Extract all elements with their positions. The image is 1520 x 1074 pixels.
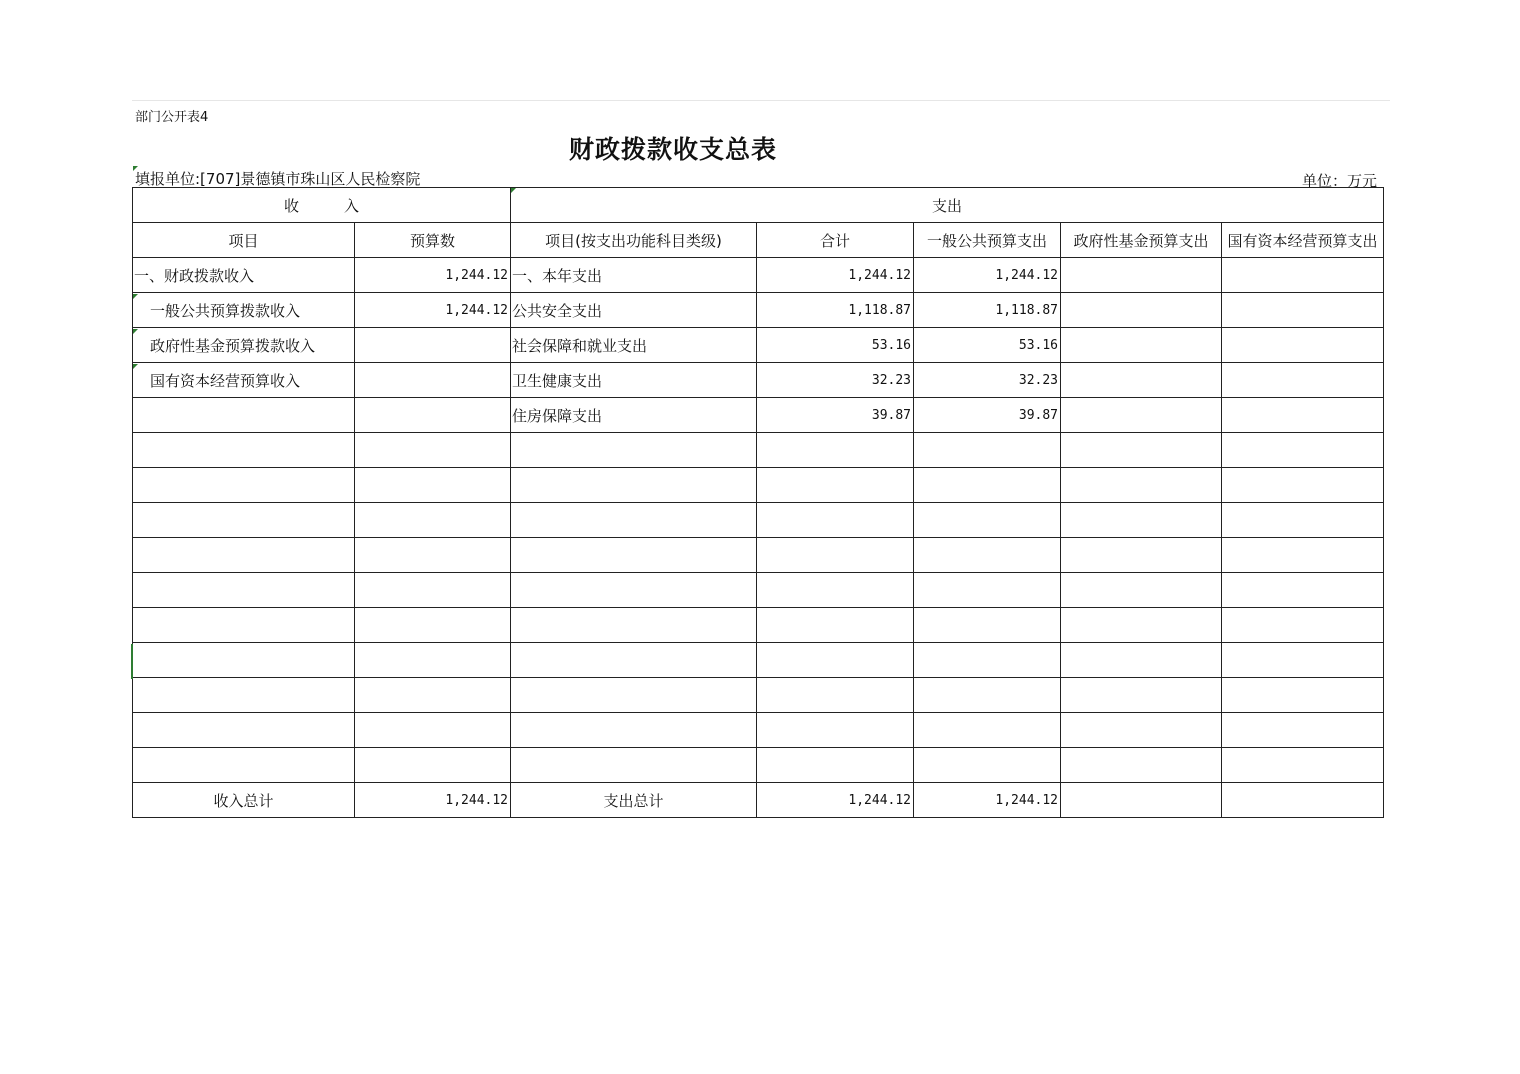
empty-row bbox=[133, 643, 1384, 678]
empty-cell[interactable] bbox=[1222, 643, 1384, 678]
empty-cell[interactable] bbox=[1222, 713, 1384, 748]
empty-row bbox=[133, 538, 1384, 573]
expense-total-label[interactable]: 支出总计 bbox=[511, 783, 757, 818]
general-budget-cell[interactable]: 1,244.12 bbox=[914, 258, 1061, 293]
col-header-budget: 预算数 bbox=[355, 223, 511, 258]
empty-cell[interactable] bbox=[757, 538, 914, 573]
table-row bbox=[133, 328, 1384, 363]
empty-cell[interactable] bbox=[1061, 538, 1222, 573]
empty-row bbox=[133, 433, 1384, 468]
total-cell[interactable]: 1,118.87 bbox=[757, 293, 914, 328]
general-budget-sum-cell[interactable]: 1,244.12 bbox=[914, 783, 1061, 818]
empty-cell[interactable] bbox=[355, 678, 511, 713]
general-budget-cell[interactable]: 1,118.87 bbox=[914, 293, 1061, 328]
empty-cell[interactable] bbox=[511, 538, 757, 573]
empty-cell[interactable] bbox=[914, 433, 1061, 468]
empty-cell[interactable] bbox=[1222, 538, 1384, 573]
income-group-header: 收 入 bbox=[133, 188, 511, 223]
empty-cell[interactable] bbox=[1222, 573, 1384, 608]
empty-cell[interactable] bbox=[133, 643, 355, 678]
state-capital-cell[interactable] bbox=[1222, 293, 1384, 328]
empty-cell[interactable] bbox=[355, 748, 511, 783]
empty-cell[interactable] bbox=[1061, 573, 1222, 608]
col-header-state-capital: 国有资本经营预算支出 bbox=[1222, 223, 1384, 258]
total-cell[interactable]: 32.23 bbox=[757, 363, 914, 398]
expense-item-cell[interactable]: 住房保障支出 bbox=[511, 398, 757, 433]
table-row bbox=[133, 398, 1384, 433]
totals-row bbox=[133, 783, 1384, 818]
comment-marker-icon bbox=[511, 188, 516, 193]
state-capital-cell[interactable] bbox=[1222, 363, 1384, 398]
state-capital-cell[interactable] bbox=[1222, 328, 1384, 363]
income-value-cell[interactable] bbox=[355, 363, 511, 398]
expense-item-cell[interactable]: 公共安全支出 bbox=[511, 293, 757, 328]
empty-cell[interactable] bbox=[757, 713, 914, 748]
empty-cell[interactable] bbox=[1061, 678, 1222, 713]
empty-cell[interactable] bbox=[757, 503, 914, 538]
table-row bbox=[133, 258, 1384, 293]
empty-cell[interactable] bbox=[757, 433, 914, 468]
empty-cell[interactable] bbox=[511, 713, 757, 748]
general-budget-cell[interactable]: 53.16 bbox=[914, 328, 1061, 363]
empty-cell[interactable] bbox=[511, 678, 757, 713]
empty-cell[interactable] bbox=[1061, 468, 1222, 503]
empty-cell[interactable] bbox=[133, 433, 355, 468]
empty-cell[interactable] bbox=[355, 433, 511, 468]
empty-cell[interactable] bbox=[757, 573, 914, 608]
empty-cell[interactable] bbox=[355, 538, 511, 573]
income-value-cell[interactable]: 1,244.12 bbox=[355, 293, 511, 328]
income-value-cell[interactable]: 1,244.12 bbox=[355, 258, 511, 293]
empty-cell[interactable] bbox=[355, 503, 511, 538]
empty-cell[interactable] bbox=[355, 643, 511, 678]
income-item-cell[interactable] bbox=[133, 398, 355, 433]
page-title: 财政拨款收支总表 bbox=[569, 135, 778, 164]
total-cell[interactable]: 1,244.12 bbox=[757, 258, 914, 293]
empty-cell[interactable] bbox=[914, 643, 1061, 678]
empty-cell[interactable] bbox=[914, 573, 1061, 608]
income-item-cell[interactable]: 政府性基金预算拨款收入 bbox=[133, 328, 355, 363]
empty-row bbox=[133, 678, 1384, 713]
gov-fund-cell[interactable] bbox=[1061, 363, 1222, 398]
expense-item-cell[interactable]: 卫生健康支出 bbox=[511, 363, 757, 398]
gov-fund-cell[interactable] bbox=[1061, 398, 1222, 433]
empty-cell[interactable] bbox=[757, 468, 914, 503]
income-value-cell[interactable] bbox=[355, 398, 511, 433]
expense-group-header: 支出 bbox=[511, 188, 1384, 223]
empty-cell[interactable] bbox=[914, 713, 1061, 748]
empty-cell[interactable] bbox=[133, 678, 355, 713]
general-budget-cell[interactable]: 32.23 bbox=[914, 363, 1061, 398]
empty-cell[interactable] bbox=[511, 433, 757, 468]
budget-summary-table bbox=[132, 187, 1384, 818]
filling-unit: 填报单位:[707]景德镇市珠山区人民检察院 bbox=[135, 170, 421, 188]
empty-cell[interactable] bbox=[355, 468, 511, 503]
empty-cell[interactable] bbox=[355, 573, 511, 608]
empty-cell[interactable] bbox=[757, 748, 914, 783]
empty-cell[interactable] bbox=[355, 608, 511, 643]
empty-cell[interactable] bbox=[1222, 468, 1384, 503]
cell-selection-marker bbox=[131, 644, 133, 679]
income-value-cell[interactable] bbox=[355, 328, 511, 363]
empty-row bbox=[133, 608, 1384, 643]
empty-cell[interactable] bbox=[757, 608, 914, 643]
empty-cell[interactable] bbox=[914, 468, 1061, 503]
income-item-cell[interactable]: 一、财政拨款收入 bbox=[133, 258, 355, 293]
header-row-columns bbox=[133, 223, 1384, 258]
total-sum-cell[interactable]: 1,244.12 bbox=[757, 783, 914, 818]
empty-cell[interactable] bbox=[511, 748, 757, 783]
empty-row bbox=[133, 573, 1384, 608]
empty-cell[interactable] bbox=[133, 713, 355, 748]
gov-fund-sum-cell[interactable] bbox=[1061, 783, 1222, 818]
gov-fund-cell[interactable] bbox=[1061, 258, 1222, 293]
empty-cell[interactable] bbox=[133, 503, 355, 538]
empty-cell[interactable] bbox=[133, 748, 355, 783]
empty-cell[interactable] bbox=[914, 748, 1061, 783]
empty-cell[interactable] bbox=[914, 503, 1061, 538]
income-item-cell[interactable]: 一般公共预算拨款收入 bbox=[133, 293, 355, 328]
empty-cell[interactable] bbox=[511, 643, 757, 678]
empty-cell[interactable] bbox=[511, 573, 757, 608]
state-capital-sum-cell[interactable] bbox=[1222, 783, 1384, 818]
empty-cell[interactable] bbox=[1061, 713, 1222, 748]
comment-marker-icon bbox=[133, 294, 138, 299]
empty-row bbox=[133, 713, 1384, 748]
gov-fund-cell[interactable] bbox=[1061, 328, 1222, 363]
col-header-general-budget: 一般公共预算支出 bbox=[914, 223, 1061, 258]
empty-cell[interactable] bbox=[757, 643, 914, 678]
empty-cell[interactable] bbox=[1061, 608, 1222, 643]
income-item-cell[interactable]: 国有资本经营预算收入 bbox=[133, 363, 355, 398]
empty-cell[interactable] bbox=[1222, 678, 1384, 713]
col-header-expense-item: 项目(按支出功能科目类级) bbox=[511, 223, 757, 258]
table-number: 部门公开表4 bbox=[135, 110, 209, 125]
empty-cell[interactable] bbox=[355, 713, 511, 748]
empty-cell[interactable] bbox=[1061, 643, 1222, 678]
col-header-item: 项目 bbox=[133, 223, 355, 258]
empty-cell[interactable] bbox=[133, 608, 355, 643]
empty-cell[interactable] bbox=[1061, 503, 1222, 538]
empty-cell[interactable] bbox=[511, 468, 757, 503]
expense-item-cell[interactable]: 社会保障和就业支出 bbox=[511, 328, 757, 363]
empty-cell[interactable] bbox=[133, 468, 355, 503]
empty-cell[interactable] bbox=[1222, 748, 1384, 783]
expense-item-cell[interactable]: 一、本年支出 bbox=[511, 258, 757, 293]
empty-cell[interactable] bbox=[1061, 748, 1222, 783]
empty-cell[interactable] bbox=[133, 573, 355, 608]
empty-cell[interactable] bbox=[511, 503, 757, 538]
empty-cell[interactable] bbox=[133, 538, 355, 573]
comment-marker-icon bbox=[133, 329, 138, 334]
empty-cell[interactable] bbox=[914, 678, 1061, 713]
total-cell[interactable]: 39.87 bbox=[757, 398, 914, 433]
general-budget-cell[interactable]: 39.87 bbox=[914, 398, 1061, 433]
table-row bbox=[133, 363, 1384, 398]
empty-cell[interactable] bbox=[1222, 608, 1384, 643]
comment-marker-icon bbox=[133, 364, 138, 369]
empty-row bbox=[133, 748, 1384, 783]
empty-cell[interactable] bbox=[1061, 433, 1222, 468]
currency-unit: 单位：万元 bbox=[1302, 172, 1378, 190]
col-header-gov-fund: 政府性基金预算支出 bbox=[1061, 223, 1222, 258]
gov-fund-cell[interactable] bbox=[1061, 293, 1222, 328]
state-capital-cell[interactable] bbox=[1222, 258, 1384, 293]
state-capital-cell[interactable] bbox=[1222, 398, 1384, 433]
comment-marker-icon bbox=[133, 166, 138, 171]
empty-cell[interactable] bbox=[1222, 433, 1384, 468]
empty-row bbox=[133, 503, 1384, 538]
col-header-total: 合计 bbox=[757, 223, 914, 258]
empty-row bbox=[133, 468, 1384, 503]
table-row bbox=[133, 293, 1384, 328]
total-cell[interactable]: 53.16 bbox=[757, 328, 914, 363]
empty-cell[interactable] bbox=[914, 538, 1061, 573]
empty-cell[interactable] bbox=[511, 608, 757, 643]
header-row-groups bbox=[133, 188, 1384, 223]
empty-cell[interactable] bbox=[757, 678, 914, 713]
empty-cell[interactable] bbox=[914, 608, 1061, 643]
empty-cell[interactable] bbox=[1222, 503, 1384, 538]
page-top-rule bbox=[132, 100, 1390, 101]
income-total-label[interactable]: 收入总计 bbox=[133, 783, 355, 818]
income-total-value[interactable]: 1,244.12 bbox=[355, 783, 511, 818]
